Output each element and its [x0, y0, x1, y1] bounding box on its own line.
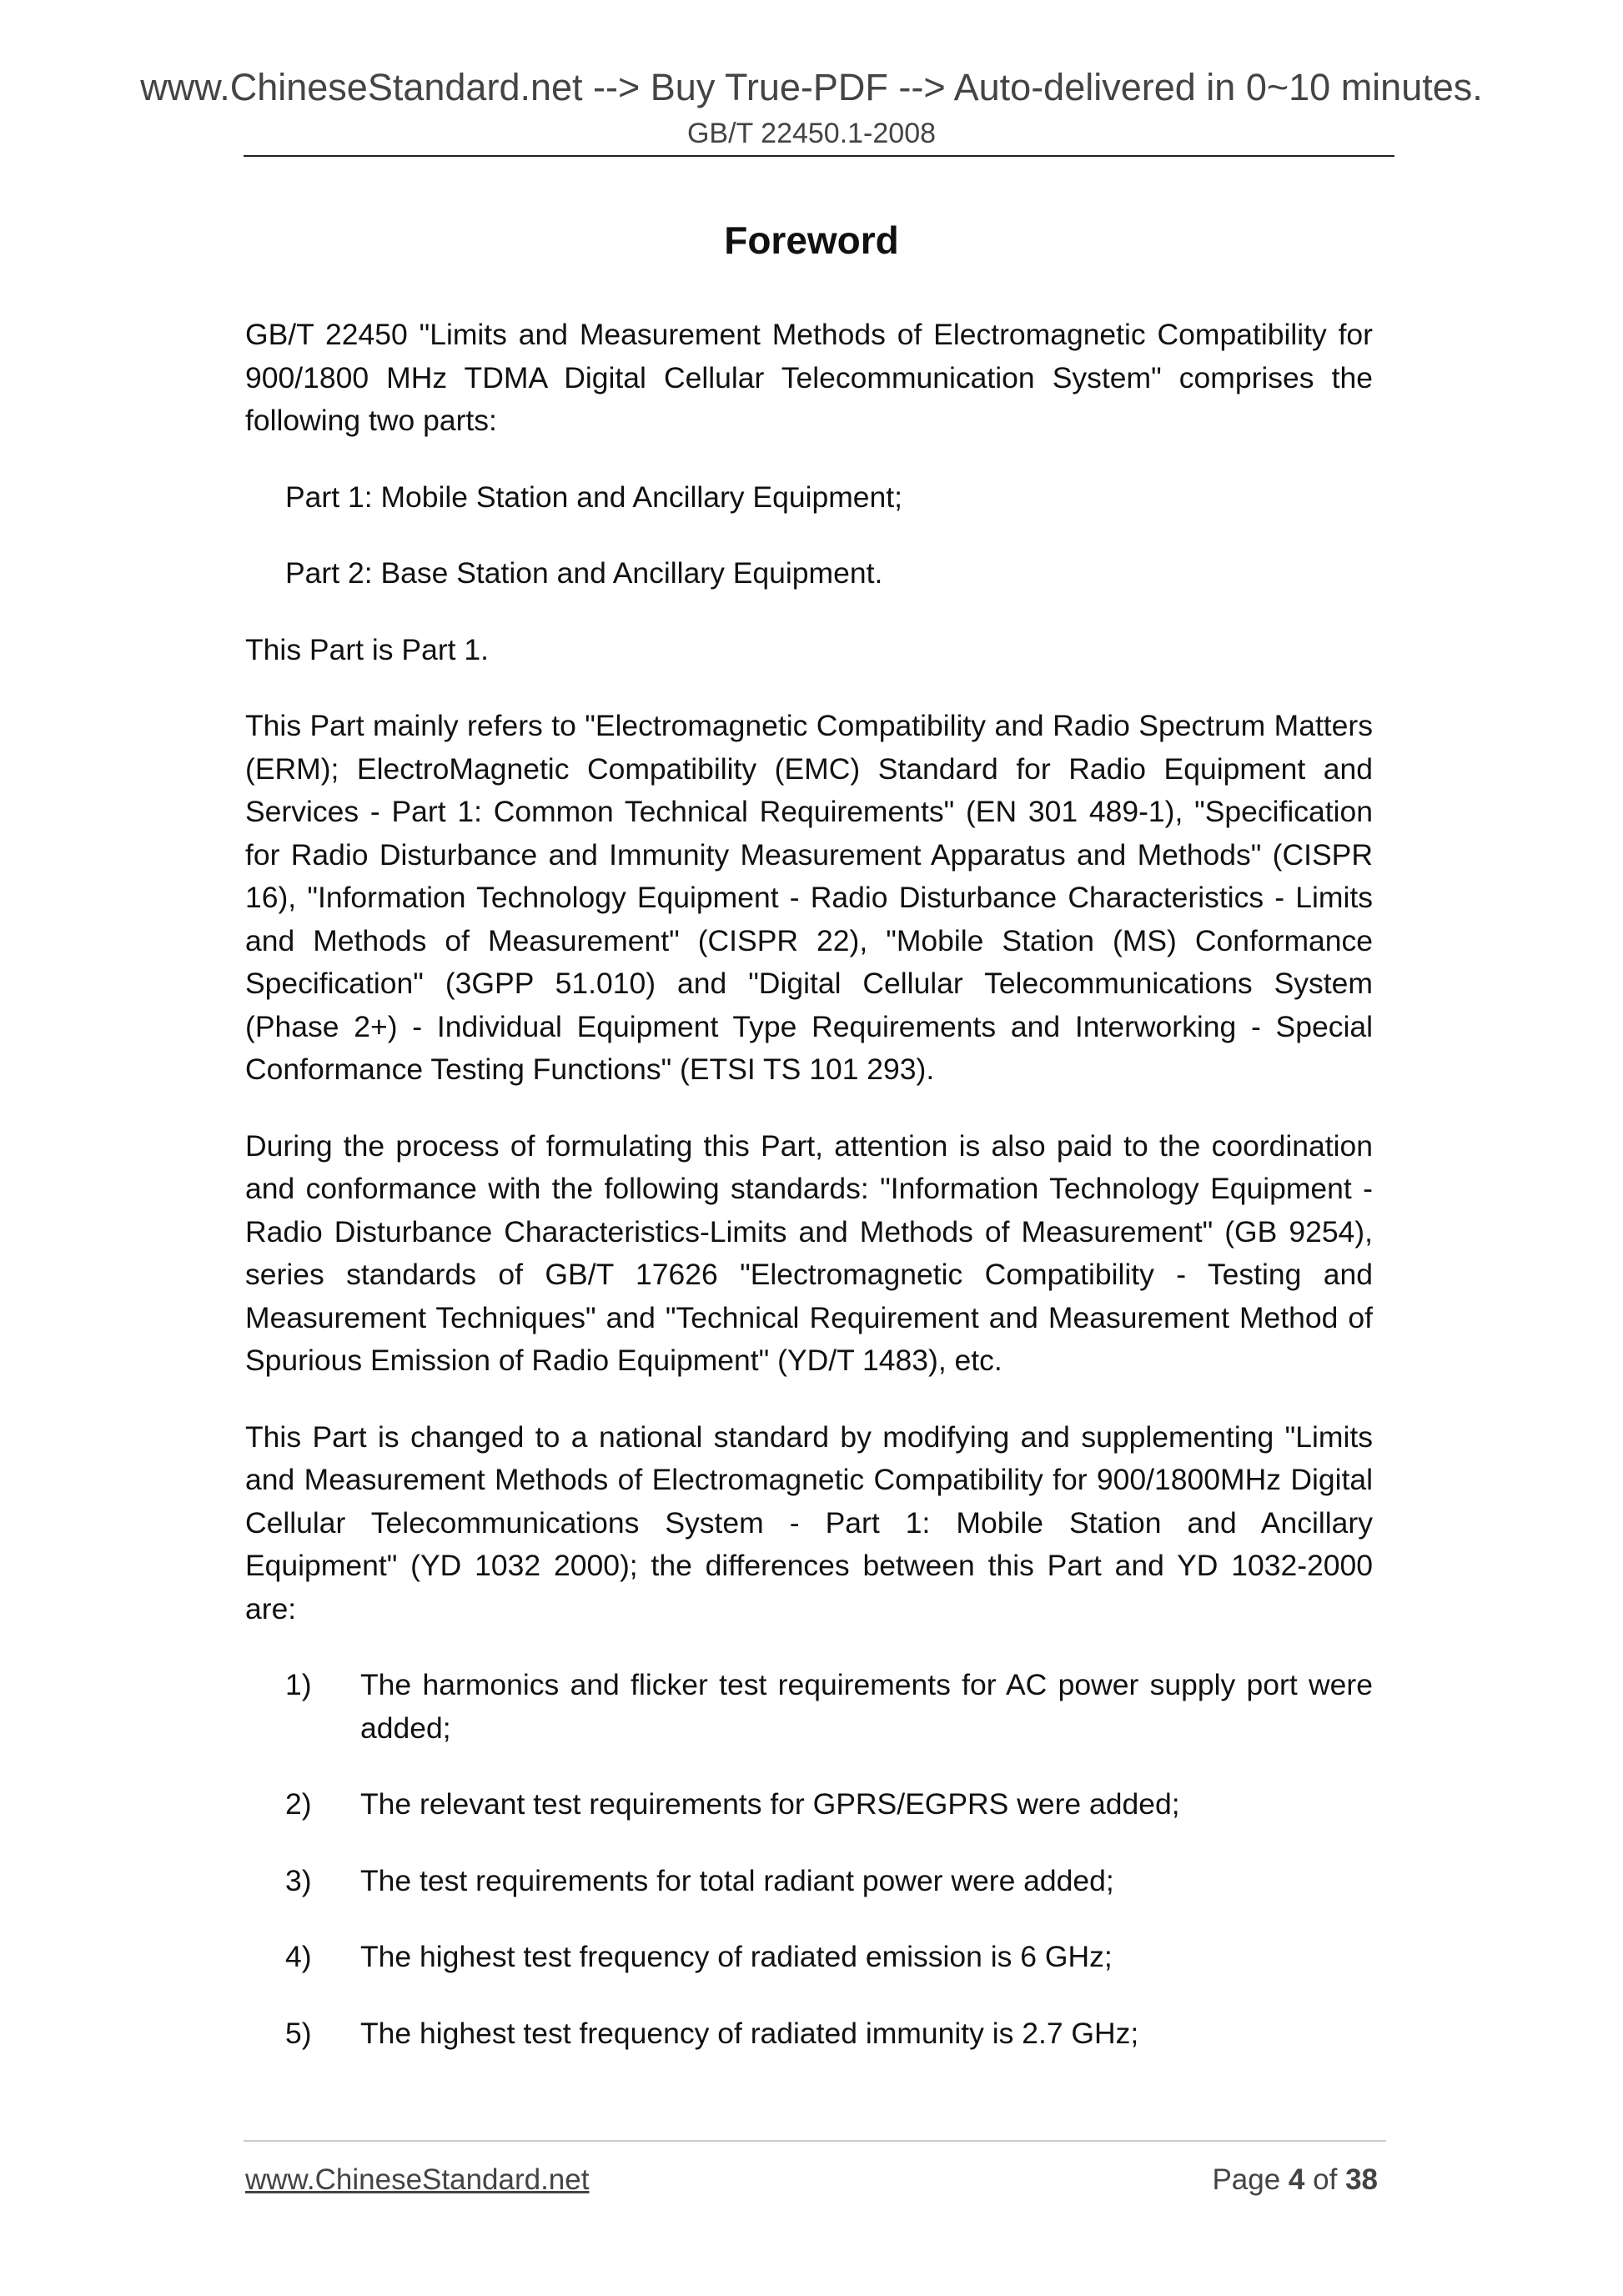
- list-item-number: 3): [285, 1863, 312, 1897]
- part-1-item: Part 1: Mobile Station and Ancillary Equipment;: [285, 480, 902, 514]
- footer-website-link[interactable]: www.ChineseStandard.net: [245, 2163, 590, 2196]
- total-pages: 38: [1345, 2163, 1378, 2196]
- list-item-text: The relevant test requirements for GPRS/EGPRS were added;: [360, 1787, 1180, 1821]
- list-item-text: The highest test frequency of radiated emission is 6 GHz;: [360, 1940, 1113, 1973]
- page-label: Page: [1212, 2163, 1281, 2196]
- list-item-number: 1): [285, 1668, 312, 1701]
- list-item-text: The harmonics and flicker test requirements for AC power supply port were added;: [360, 1668, 1373, 1745]
- this-part-paragraph: This Part is Part 1.: [245, 632, 489, 666]
- page-title: Foreword: [724, 219, 899, 262]
- footer-divider: [244, 2140, 1386, 2142]
- list-item-text: The highest test frequency of radiated immunity is 2.7 GHz;: [360, 2016, 1139, 2050]
- header-banner: www.ChineseStandard.net --> Buy True-PDF --> Auto-delivered in 0~10 minutes.: [140, 66, 1483, 108]
- references-paragraph: This Part mainly refers to "Electromagnetic Compatibility and Radio Spectrum Matters (ERM); ElectroMagnetic Compatibility (EMC) Standard for Radio Equipment and Services - Part 1: Common Technical Requirements" (EN 301 489-1), "Specification for Radio Disturbance and Immunity Measurement Apparatus and Methods" (CISPR 16), "Information Technology Equipment - Radio Disturbance Characteristics - Limits and Methods of Measurement" (CISPR 22), "Mobile Station (MS) Conformance Specification" (3GPP 51.010) and "Digital Cellular Telecommunications System (Phase 2+) - Individual Equipment Type Requirements and Interworking - Special Conformance Testing Functions" (ETSI TS 101 293).: [245, 709, 1373, 1086]
- document-code: GB/T 22450.1-2008: [686, 118, 937, 149]
- header-divider: [244, 155, 1394, 157]
- list-item-text: The test requirements for total radiant power were added;: [360, 1863, 1114, 1897]
- list-item: [245, 1860, 1373, 1903]
- list-item-number: 4): [285, 1940, 312, 1973]
- changes-intro-paragraph: This Part is changed to a national standard by modifying and supplementing "Limits and Measurement Methods of Electromagnetic Compatibility for 900/1800MHz Digital Cellular Telecommunications System - Part 1: Mobile Station and Ancillary Equipment" (YD 1032 2000); the differences between this Part and YD 1032-2000 are:: [245, 1419, 1373, 1625]
- page-of-label: of: [1313, 2163, 1338, 2196]
- list-item: [245, 1936, 1373, 1979]
- list-item-number: 2): [285, 1787, 312, 1821]
- current-page: 4: [1288, 2163, 1305, 2196]
- part-2-item: Part 2: Base Station and Ancillary Equipment.: [285, 556, 883, 590]
- list-item: [245, 1783, 1373, 1826]
- list-item-number: 5): [285, 2016, 312, 2050]
- intro-paragraph: GB/T 22450 "Limits and Measurement Methods of Electromagnetic Compatibility for 900/1800 MHz TDMA Digital Cellular Telecommunication System" comprises the following two parts:: [245, 318, 1373, 437]
- list-item: [245, 2012, 1373, 2056]
- page-number: [1212, 2162, 1378, 2198]
- foreword-body: [245, 314, 1373, 2088]
- list-item: [245, 1664, 1373, 1750]
- coordination-paragraph: During the process of formulating this Part, attention is also paid to the coordination and conformance with the following standards: "Information Technology Equipment - Radio Disturbance Characteristics-Limits and Methods of Measurement" (GB 9254), series standards of GB/T 17626 "Electromagnetic Compatibility - Testing and Measurement Techniques" and "Technical Requirement and Measurement Method of Spurious Emission of Radio Equipment" (YD/T 1483), etc.: [245, 1128, 1373, 1377]
- changes-list: [245, 1664, 1373, 2055]
